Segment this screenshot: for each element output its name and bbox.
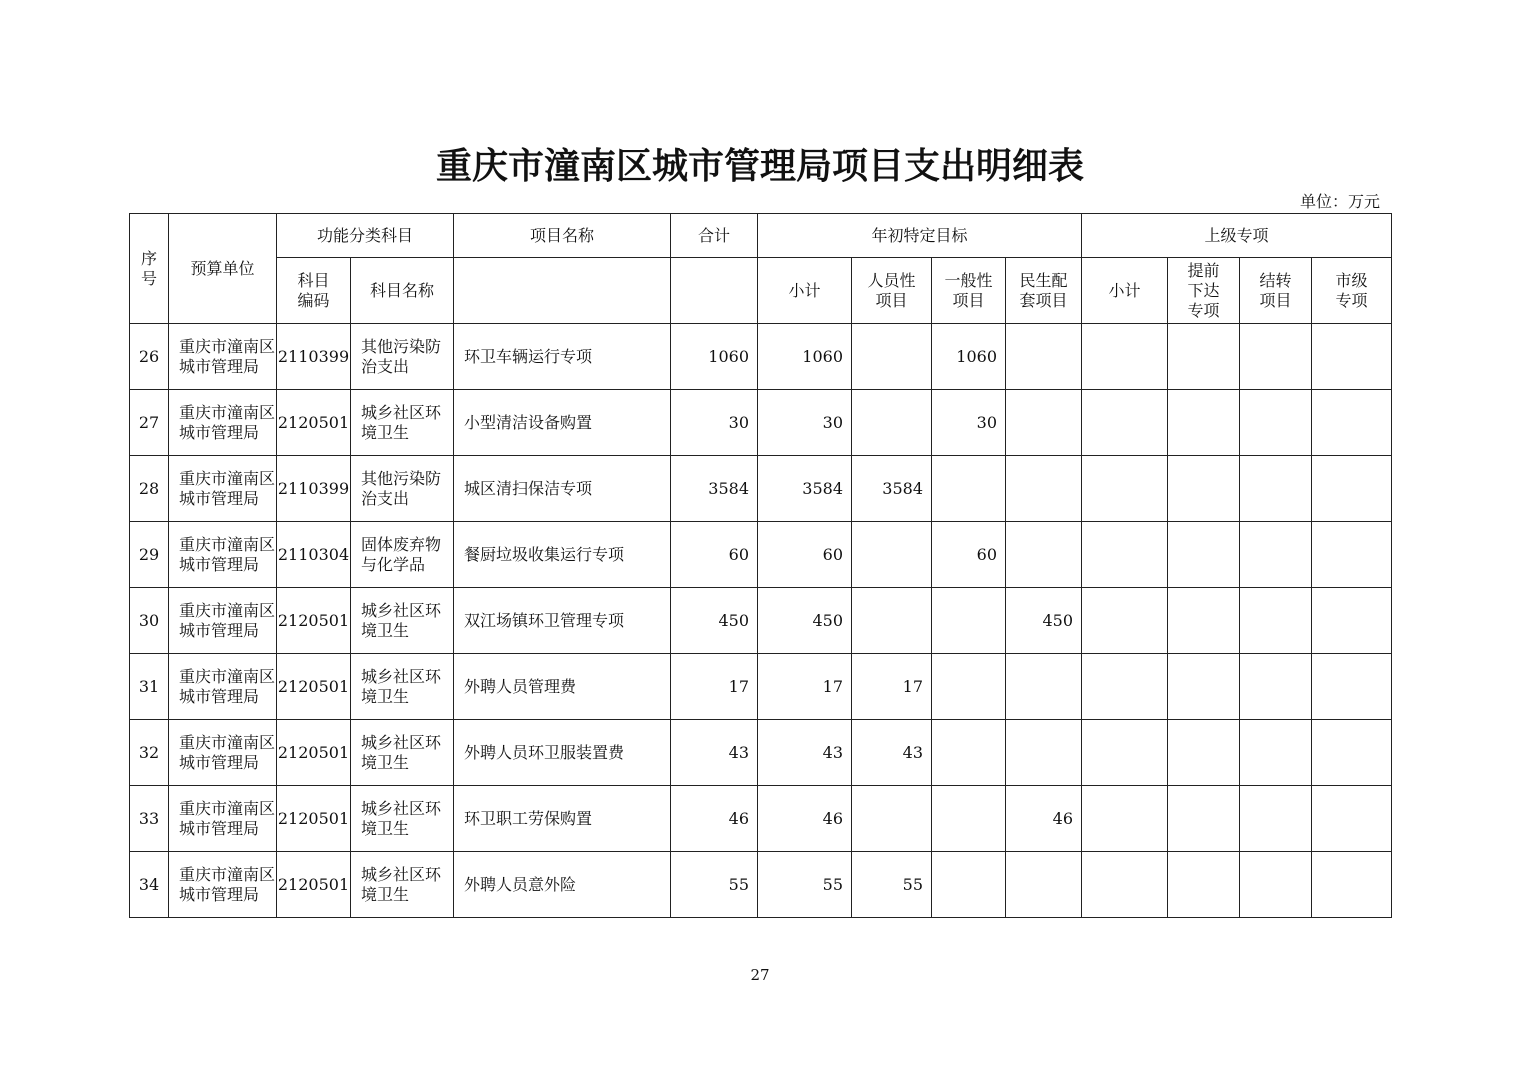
- cell-carryover: [1240, 852, 1312, 918]
- header-general: 一般性项目: [932, 258, 1006, 324]
- cell-personnel: [852, 786, 932, 852]
- cell-subject-name: 其他污染防治支出: [351, 324, 454, 390]
- cell-subject-name: 城乡社区环境卫生: [351, 852, 454, 918]
- cell-advance: [1168, 324, 1240, 390]
- cell-livelihood: [1006, 654, 1082, 720]
- cell-carryover: [1240, 324, 1312, 390]
- cell-city-special: [1312, 522, 1392, 588]
- cell-sup-subtotal: [1082, 654, 1168, 720]
- project-expenditure-table: [129, 213, 1392, 918]
- header-budget-unit: 预算单位: [169, 214, 277, 324]
- cell-subtotal: 43: [758, 720, 852, 786]
- cell-carryover: [1240, 390, 1312, 456]
- header-personnel: 人员性项目: [852, 258, 932, 324]
- cell-sup-subtotal: [1082, 390, 1168, 456]
- cell-personnel: [852, 324, 932, 390]
- cell-general: 60: [932, 522, 1006, 588]
- cell-project-name: 城区清扫保洁专项: [454, 456, 671, 522]
- header-superior-special: 上级专项: [1082, 214, 1392, 258]
- cell-project-name: 外聘人员管理费: [454, 654, 671, 720]
- cell-subject-code: 2110304: [277, 522, 351, 588]
- cell-subject-name: 城乡社区环境卫生: [351, 654, 454, 720]
- cell-personnel: [852, 390, 932, 456]
- cell-subtotal: 46: [758, 786, 852, 852]
- cell-general: [932, 852, 1006, 918]
- cell-subtotal: 3584: [758, 456, 852, 522]
- header-subject-name: 科目名称: [351, 258, 454, 324]
- cell-city-special: [1312, 852, 1392, 918]
- table-row: [130, 390, 1392, 456]
- cell-city-special: [1312, 588, 1392, 654]
- cell-total: 17: [671, 654, 758, 720]
- cell-budget-unit: 重庆市潼南区城市管理局: [169, 654, 277, 720]
- cell-project-name: 餐厨垃圾收集运行专项: [454, 522, 671, 588]
- cell-personnel: [852, 522, 932, 588]
- table-row: [130, 324, 1392, 390]
- page-number: 27: [750, 966, 770, 984]
- cell-city-special: [1312, 654, 1392, 720]
- cell-total: 55: [671, 852, 758, 918]
- cell-total: 3584: [671, 456, 758, 522]
- cell-livelihood: [1006, 324, 1082, 390]
- table-row: [130, 456, 1392, 522]
- cell-advance: [1168, 852, 1240, 918]
- cell-city-special: [1312, 720, 1392, 786]
- table-row: [130, 654, 1392, 720]
- cell-subtotal: 1060: [758, 324, 852, 390]
- cell-seq: 31: [130, 654, 169, 720]
- cell-carryover: [1240, 720, 1312, 786]
- cell-budget-unit: 重庆市潼南区城市管理局: [169, 390, 277, 456]
- cell-subject-code: 2110399: [277, 324, 351, 390]
- table-row: [130, 720, 1392, 786]
- cell-personnel: 43: [852, 720, 932, 786]
- header-subject-code: 科目编码: [277, 258, 351, 324]
- header-seq: 序号: [130, 214, 169, 324]
- cell-total: 46: [671, 786, 758, 852]
- cell-seq: 26: [130, 324, 169, 390]
- cell-livelihood: 46: [1006, 786, 1082, 852]
- cell-advance: [1168, 456, 1240, 522]
- header-advance: 提前下达专项: [1168, 258, 1240, 324]
- cell-advance: [1168, 786, 1240, 852]
- table-row: [130, 588, 1392, 654]
- header-func-class: 功能分类科目: [277, 214, 454, 258]
- cell-personnel: 17: [852, 654, 932, 720]
- cell-livelihood: [1006, 456, 1082, 522]
- cell-budget-unit: 重庆市潼南区城市管理局: [169, 522, 277, 588]
- cell-total: 1060: [671, 324, 758, 390]
- cell-total: 30: [671, 390, 758, 456]
- cell-project-name: 外聘人员环卫服装置费: [454, 720, 671, 786]
- cell-subtotal: 60: [758, 522, 852, 588]
- cell-seq: 27: [130, 390, 169, 456]
- cell-budget-unit: 重庆市潼南区城市管理局: [169, 786, 277, 852]
- cell-budget-unit: 重庆市潼南区城市管理局: [169, 720, 277, 786]
- cell-city-special: [1312, 786, 1392, 852]
- table-row: [130, 852, 1392, 918]
- header-total: 合计: [671, 214, 758, 258]
- cell-city-special: [1312, 456, 1392, 522]
- cell-general: [932, 786, 1006, 852]
- header-carryover: 结转项目: [1240, 258, 1312, 324]
- cell-livelihood: [1006, 852, 1082, 918]
- cell-subtotal: 55: [758, 852, 852, 918]
- cell-city-special: [1312, 324, 1392, 390]
- cell-sup-subtotal: [1082, 324, 1168, 390]
- cell-carryover: [1240, 588, 1312, 654]
- cell-carryover: [1240, 786, 1312, 852]
- cell-sup-subtotal: [1082, 720, 1168, 786]
- header-livelihood: 民生配套项目: [1006, 258, 1082, 324]
- cell-project-name: 小型清洁设备购置: [454, 390, 671, 456]
- cell-subject-name: 城乡社区环境卫生: [351, 588, 454, 654]
- table-row: [130, 522, 1392, 588]
- cell-sup-subtotal: [1082, 852, 1168, 918]
- cell-livelihood: [1006, 390, 1082, 456]
- cell-sup-subtotal: [1082, 588, 1168, 654]
- cell-budget-unit: 重庆市潼南区城市管理局: [169, 324, 277, 390]
- cell-total: 43: [671, 720, 758, 786]
- cell-total: 60: [671, 522, 758, 588]
- cell-general: [932, 588, 1006, 654]
- cell-seq: 28: [130, 456, 169, 522]
- cell-livelihood: 450: [1006, 588, 1082, 654]
- cell-carryover: [1240, 456, 1312, 522]
- header-project-name: 项目名称: [454, 214, 671, 258]
- cell-subject-code: 2120501: [277, 588, 351, 654]
- cell-subject-code: 2120501: [277, 390, 351, 456]
- header-sup-subtotal: 小计: [1082, 258, 1168, 324]
- cell-general: [932, 456, 1006, 522]
- cell-personnel: 55: [852, 852, 932, 918]
- cell-subject-code: 2120501: [277, 786, 351, 852]
- header-total-blank: [671, 258, 758, 324]
- cell-advance: [1168, 720, 1240, 786]
- header-annual-target: 年初特定目标: [758, 214, 1082, 258]
- cell-budget-unit: 重庆市潼南区城市管理局: [169, 852, 277, 918]
- cell-project-name: 双江场镇环卫管理专项: [454, 588, 671, 654]
- cell-advance: [1168, 588, 1240, 654]
- cell-subtotal: 30: [758, 390, 852, 456]
- cell-sup-subtotal: [1082, 786, 1168, 852]
- cell-subject-name: 城乡社区环境卫生: [351, 720, 454, 786]
- cell-seq: 30: [130, 588, 169, 654]
- cell-project-name: 外聘人员意外险: [454, 852, 671, 918]
- cell-subject-code: 2110399: [277, 456, 351, 522]
- cell-city-special: [1312, 390, 1392, 456]
- cell-personnel: 3584: [852, 456, 932, 522]
- cell-livelihood: [1006, 720, 1082, 786]
- cell-carryover: [1240, 654, 1312, 720]
- header-subtotal: 小计: [758, 258, 852, 324]
- cell-seq: 29: [130, 522, 169, 588]
- cell-sup-subtotal: [1082, 456, 1168, 522]
- cell-seq: 32: [130, 720, 169, 786]
- cell-advance: [1168, 654, 1240, 720]
- cell-subtotal: 17: [758, 654, 852, 720]
- cell-subject-name: 城乡社区环境卫生: [351, 390, 454, 456]
- table-row: [130, 786, 1392, 852]
- cell-advance: [1168, 390, 1240, 456]
- cell-seq: 34: [130, 852, 169, 918]
- cell-subject-name: 城乡社区环境卫生: [351, 786, 454, 852]
- cell-project-name: 环卫职工劳保购置: [454, 786, 671, 852]
- cell-seq: 33: [130, 786, 169, 852]
- header-project-name-blank: [454, 258, 671, 324]
- cell-general: [932, 720, 1006, 786]
- cell-subject-code: 2120501: [277, 852, 351, 918]
- page-title: 重庆市潼南区城市管理局项目支出明细表: [435, 146, 1084, 187]
- cell-budget-unit: 重庆市潼南区城市管理局: [169, 456, 277, 522]
- cell-livelihood: [1006, 522, 1082, 588]
- cell-project-name: 环卫车辆运行专项: [454, 324, 671, 390]
- header-city-special: 市级专项: [1312, 258, 1392, 324]
- cell-subject-code: 2120501: [277, 720, 351, 786]
- cell-carryover: [1240, 522, 1312, 588]
- cell-subject-name: 固体废弃物与化学品: [351, 522, 454, 588]
- cell-general: 30: [932, 390, 1006, 456]
- cell-personnel: [852, 588, 932, 654]
- cell-budget-unit: 重庆市潼南区城市管理局: [169, 588, 277, 654]
- unit-label: 单位：万元: [1299, 192, 1380, 211]
- cell-subject-name: 其他污染防治支出: [351, 456, 454, 522]
- cell-total: 450: [671, 588, 758, 654]
- cell-subject-code: 2120501: [277, 654, 351, 720]
- cell-subtotal: 450: [758, 588, 852, 654]
- cell-sup-subtotal: [1082, 522, 1168, 588]
- cell-general: 1060: [932, 324, 1006, 390]
- cell-advance: [1168, 522, 1240, 588]
- cell-general: [932, 654, 1006, 720]
